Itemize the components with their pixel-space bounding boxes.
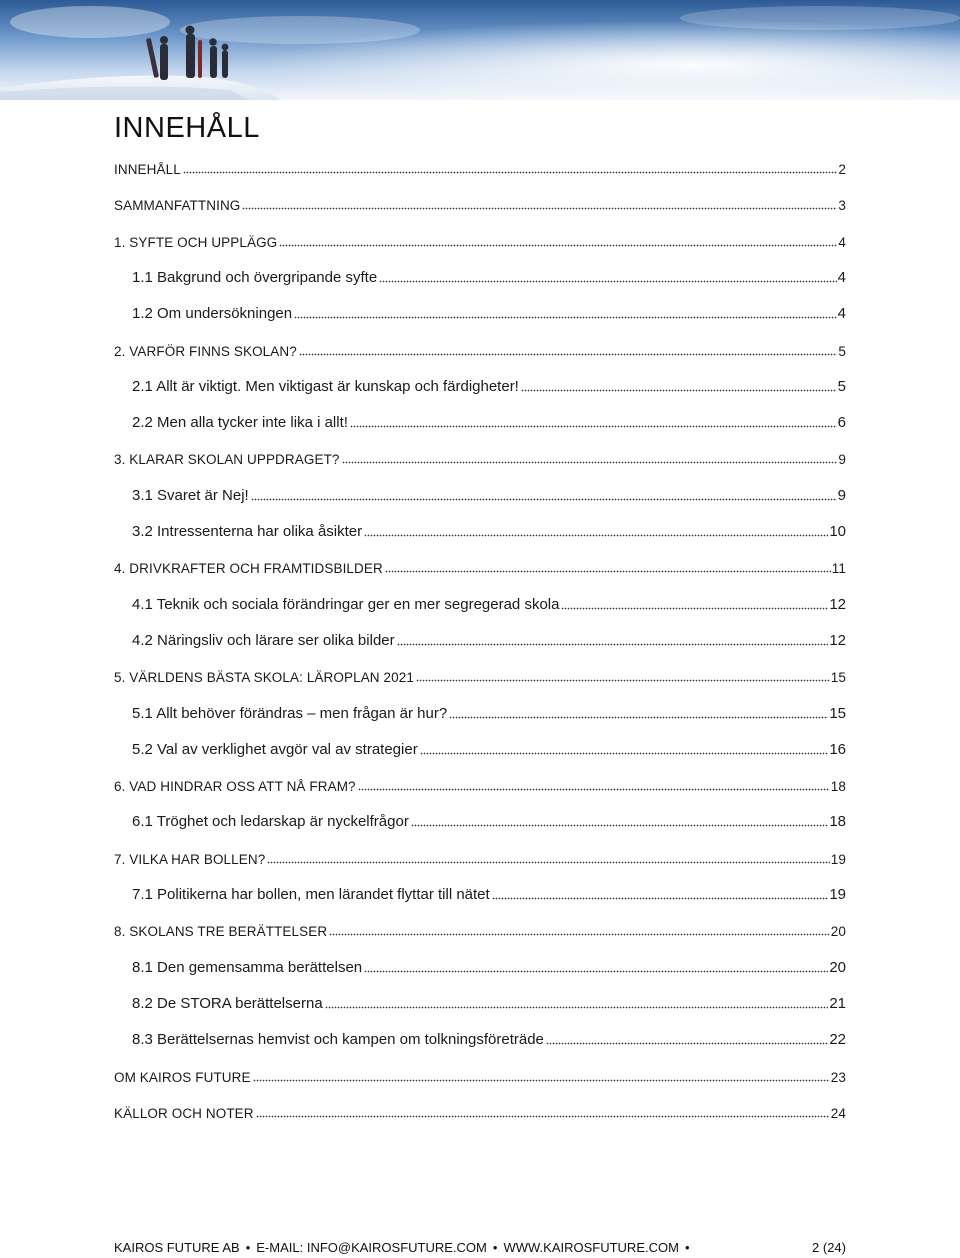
toc-dot-leader	[397, 643, 829, 646]
toc-entry[interactable]	[114, 877, 846, 903]
toc-entry-page: 2	[838, 162, 846, 177]
toc-entry-page: 4	[837, 268, 846, 286]
toc-dot-leader	[325, 1006, 829, 1009]
toc-entry[interactable]	[114, 187, 846, 213]
toc-dot-leader	[342, 461, 838, 464]
toc-entry-label: OM KAIROS FUTURE	[114, 1069, 251, 1085]
toc-dot-leader	[492, 897, 829, 900]
footer-page-number: 2 (24)	[812, 1240, 846, 1255]
toc-entry-label: 2.1 Allt är viktigt. Men viktigast är kunskap och färdigheter!	[132, 377, 519, 395]
toc-entry[interactable]	[114, 804, 846, 830]
toc-entry-label: SAMMANFATTNING	[114, 198, 241, 214]
toc-entry-label: KÄLLOR OCH NOTER	[114, 1105, 254, 1121]
toc-entry[interactable]	[114, 1095, 846, 1121]
footer-separator: •	[492, 1240, 498, 1255]
toc-entry[interactable]	[114, 151, 846, 177]
toc-entry-label: 7. VILKA HAR BOLLEN?	[114, 851, 266, 867]
toc-entry-page: 9	[838, 452, 846, 468]
toc-dot-leader	[561, 607, 828, 610]
footer-separator: •	[245, 1240, 251, 1255]
toc-entry-label: INNEHÅLL	[114, 162, 181, 177]
toc-entry-label: 4. DRIVKRAFTER OCH FRAMTIDSBILDER	[114, 561, 383, 577]
toc-entry-page: 10	[829, 523, 846, 540]
toc-entry-label: 4.1 Teknik och sociala förändringar ger en mer segregerad skola	[132, 595, 560, 613]
toc-entry-label: 5.1 Allt behöver förändras – men frågan är hur?	[132, 704, 448, 722]
toc-entry-page: 18	[829, 813, 846, 831]
toc-entry-page: 3	[838, 198, 846, 214]
toc-entry-page: 6	[837, 414, 846, 432]
toc-entry-label: 8.3 Berättelsernas hemvist och kampen om tolkningsföreträde	[132, 1031, 544, 1049]
toc-dot-leader	[411, 824, 828, 827]
toc-dot-leader	[416, 679, 830, 682]
toc-entry-page: 20	[830, 924, 846, 940]
toc-entry-page: 20	[829, 958, 846, 976]
toc-entry-page: 5	[838, 343, 846, 359]
toc-dot-leader	[364, 534, 828, 537]
footer-separator: •	[684, 1240, 690, 1255]
toc-entry-page: 22	[829, 1031, 846, 1049]
footer-company: KAIROS FUTURE AB	[114, 1240, 240, 1255]
toc-entry-label: 6.1 Tröghet och ledarskap är nyckelfrågor	[132, 813, 409, 831]
toc-entry[interactable]	[114, 333, 846, 359]
toc-entry-label: 6. VAD HINDRAR OSS ATT NÅ FRAM?	[114, 779, 356, 795]
toc-entry-label: 3.2 Intressenterna har olika åsikter	[132, 523, 363, 540]
toc-dot-leader	[279, 244, 837, 247]
toc-entry[interactable]	[114, 441, 846, 467]
header-banner-image	[0, 0, 960, 100]
toc-entry[interactable]	[114, 913, 846, 939]
toc-entry[interactable]	[114, 478, 846, 504]
toc-entry[interactable]	[114, 550, 846, 576]
toc-entry[interactable]	[114, 950, 846, 976]
toc-entry-label: 4.2 Näringsliv och lärare ser olika bilder	[132, 631, 395, 649]
toc-entry[interactable]	[114, 841, 846, 867]
toc-dot-leader	[521, 389, 837, 392]
toc-entry-page: 15	[830, 670, 846, 686]
toc-entry-page: 9	[837, 486, 846, 504]
toc-entry[interactable]	[114, 296, 846, 322]
toc-entry-label: 3.1 Svaret är Nej!	[132, 486, 249, 504]
toc-entry-page: 23	[830, 1069, 846, 1085]
page-footer	[114, 1240, 846, 1255]
toc-entry-page: 12	[829, 595, 846, 613]
toc-entry-label: 8.2 De STORA berättelserna	[132, 994, 323, 1012]
toc-dot-leader	[251, 498, 837, 501]
toc-dot-leader	[449, 716, 828, 719]
toc-entry[interactable]	[114, 260, 846, 286]
toc-entry[interactable]	[114, 369, 846, 395]
toc-entry-label: 7.1 Politikerna har bollen, men lärandet flyttar till nätet	[132, 886, 490, 903]
toc-dot-leader	[299, 353, 838, 356]
toc-entry-label: 2.2 Men alla tycker inte lika i allt!	[132, 414, 348, 432]
toc-entry[interactable]	[114, 587, 846, 613]
toc-entry-label: 8. SKOLANS TRE BERÄTTELSER	[114, 924, 328, 940]
toc-entry-label: 3. KLARAR SKOLAN UPPDRAGET?	[114, 452, 340, 468]
toc-dot-leader	[267, 861, 829, 864]
toc-entry-page: 19	[829, 886, 846, 903]
snowy-hilltop-illustration	[0, 0, 960, 100]
toc-entry-label: 8.1 Den gemensamma berättelsen	[132, 958, 363, 976]
toc-entry-page: 5	[837, 377, 846, 395]
toc-entry-page: 11	[831, 561, 846, 577]
toc-dot-leader	[256, 1115, 830, 1118]
toc-dot-leader	[358, 788, 830, 791]
toc-entry-page: 12	[829, 631, 846, 649]
toc-dot-leader	[546, 1042, 828, 1045]
toc-entry[interactable]	[114, 659, 846, 685]
toc-entry-page: 24	[830, 1105, 846, 1121]
toc-entry-label: 5.2 Val av verklighet avgör val av strategier	[132, 740, 418, 758]
toc-entry[interactable]	[114, 623, 846, 649]
toc-dot-leader	[294, 316, 837, 319]
toc-entry-page: 18	[830, 779, 846, 795]
toc-dot-leader	[420, 752, 829, 755]
toc-dot-leader	[183, 171, 838, 174]
toc-dot-leader	[379, 280, 837, 283]
toc-entry-label: 2. VARFÖR FINNS SKOLAN?	[114, 343, 297, 359]
page-title: INNEHÅLL	[114, 112, 260, 144]
toc-entry[interactable]	[114, 405, 846, 431]
toc-entry-page: 4	[838, 234, 846, 250]
toc-entry-label: 5. VÄRLDENS BÄSTA SKOLA: LÄROPLAN 2021	[114, 670, 414, 686]
toc-entry[interactable]	[114, 1022, 846, 1048]
toc-dot-leader	[385, 570, 831, 573]
toc-dot-leader	[242, 207, 837, 210]
toc-entry[interactable]	[114, 986, 846, 1012]
toc-entry-label: 1.2 Om undersökningen	[132, 305, 293, 323]
toc-entry-page: 21	[829, 994, 846, 1012]
toc-dot-leader	[364, 970, 828, 973]
footer-website: WWW.KAIROSFUTURE.COM	[503, 1240, 679, 1255]
toc-entry[interactable]	[114, 224, 846, 250]
toc-entry[interactable]	[114, 514, 846, 540]
footer-contact	[114, 1240, 696, 1255]
toc-entry-page: 19	[830, 851, 846, 867]
toc-entry-label: 1.1 Bakgrund och övergripande syfte	[132, 268, 378, 286]
footer-email: E-MAIL: INFO@KAIROSFUTURE.COM	[256, 1240, 487, 1255]
toc-dot-leader	[329, 933, 830, 936]
toc-entry[interactable]	[114, 1059, 846, 1085]
toc-entry[interactable]	[114, 768, 846, 794]
toc-entry[interactable]	[114, 732, 846, 758]
toc-entry-page: 15	[829, 704, 846, 722]
toc-entry-page: 16	[829, 740, 846, 758]
toc-dot-leader	[253, 1079, 830, 1082]
toc-entry-page: 4	[837, 305, 846, 323]
toc-entry-label: 1. SYFTE OCH UPPLÄGG	[114, 234, 278, 250]
toc-entry[interactable]	[114, 696, 846, 722]
toc-dot-leader	[350, 425, 837, 428]
